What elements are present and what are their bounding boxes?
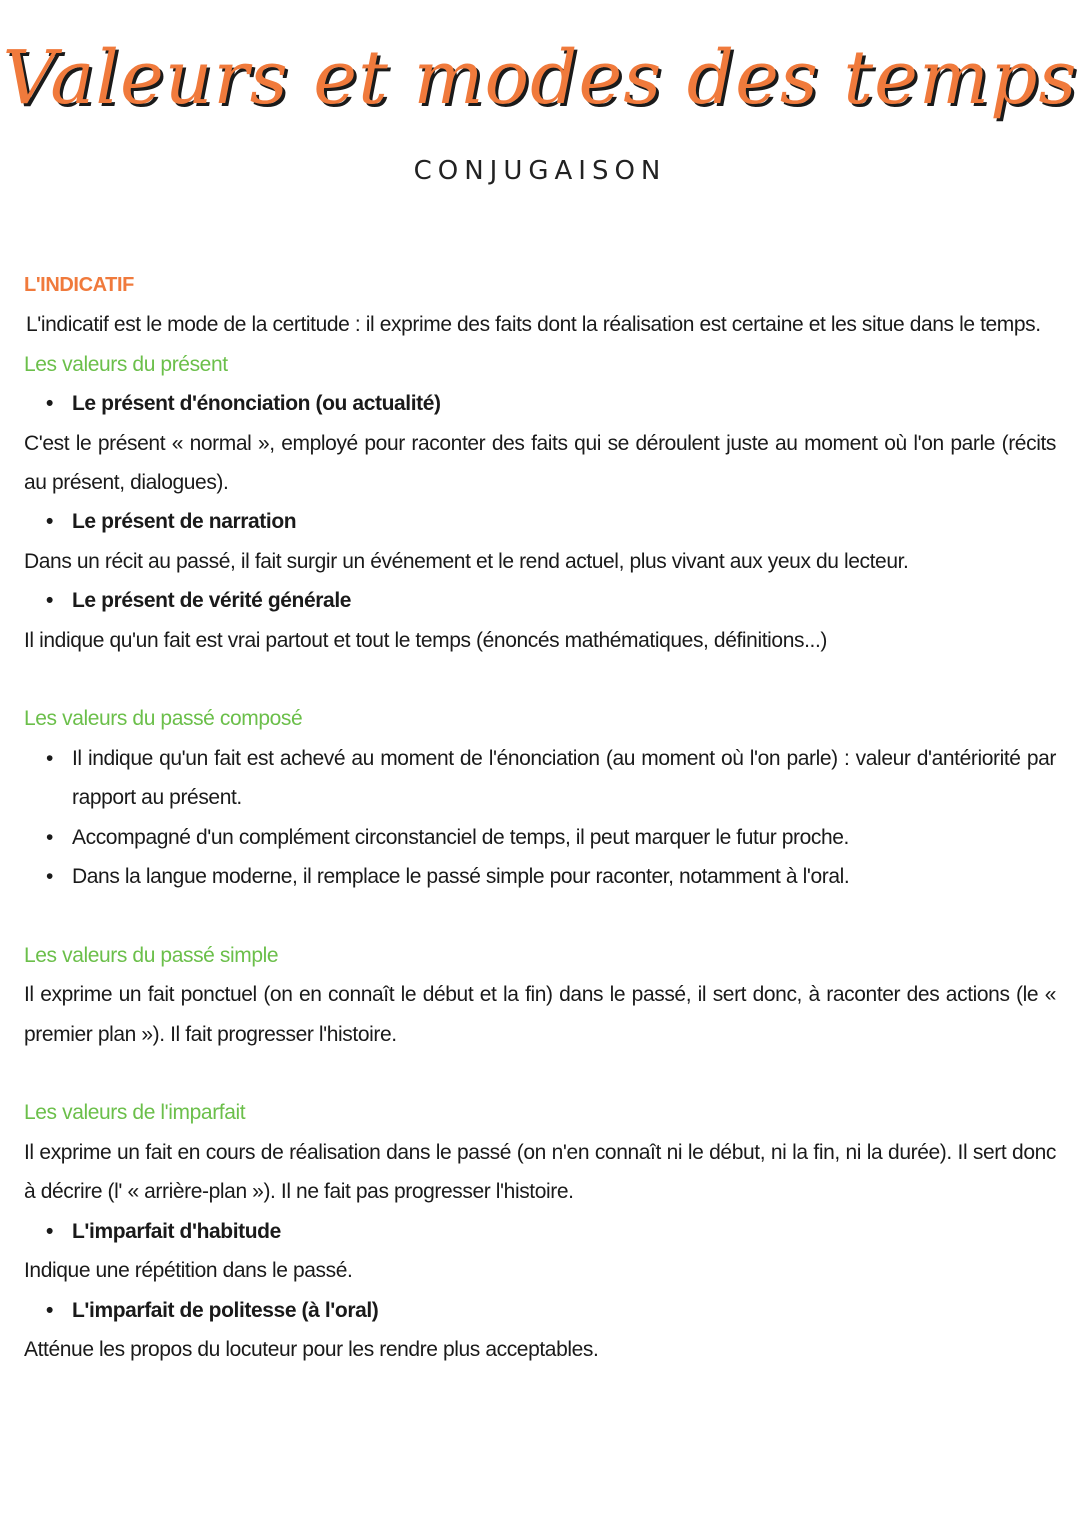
- section-heading-present: Les valeurs du présent: [24, 352, 228, 376]
- present-item-label: • Le présent d'énonciation (ou actualité): [24, 384, 1056, 423]
- imparfait-item-text: Indique une répétition dans le passé.: [24, 1259, 353, 1283]
- present-item-text: C'est le présent « normal », employé pour raconter des faits qui se déroulent juste au moment où l'on parle (récits au présent, dialogues).: [24, 431, 1056, 495]
- section-heading-imparfait: Les valeurs de l'imparfait: [24, 1101, 246, 1125]
- section-heading-passe-simple: Les valeurs du passé simple: [24, 943, 279, 967]
- page-subtitle: CONJUGAISON: [413, 156, 667, 186]
- section-heading-indicatif: L'INDICATIF: [24, 274, 134, 296]
- passe-compose-bullet: • Dans la langue moderne, il remplace le passé simple pour raconter, notamment à l'oral.: [24, 857, 1056, 896]
- present-item-text: Il indique qu'un fait est vrai partout et tout le temps (énoncés mathématiques, définitions...): [24, 628, 827, 652]
- present-item-label: • Le présent de vérité générale: [24, 581, 1056, 620]
- imparfait-item-label: • L'imparfait de politesse (à l'oral): [24, 1291, 1056, 1330]
- present-item-label: • Le présent de narration: [24, 502, 1056, 541]
- passe-simple-text: Il exprime un fait ponctuel (on en connaît le début et la fin) dans le passé, il sert donc, à raconter des actions (le « premier plan »). Il fait progresser l'histoire.: [24, 983, 1056, 1046]
- document-body: [24, 266, 1056, 1369]
- present-item-text: Dans un récit au passé, il fait surgir un événement et le rend actuel, plus vivant aux yeux du lecteur.: [24, 549, 909, 573]
- passe-compose-bullet: • Il indique qu'un fait est achevé au moment de l'énonciation (au moment où l'on parle) : valeur d'antériorité par rapport au présent.: [24, 739, 1056, 818]
- imparfait-text: Il exprime un fait en cours de réalisation dans le passé (on n'en connaît ni le début, ni la fin, ni la durée). Il sert donc à décrire (l' « arrière-plan »). Il ne fait pas progresser l'histoire.: [24, 1140, 1056, 1204]
- page-title: Valeurs et modes des temps: [2, 35, 1078, 121]
- section-heading-passe-compose: Les valeurs du passé composé: [24, 707, 303, 731]
- imparfait-item-label: • L'imparfait d'habitude: [24, 1212, 1056, 1251]
- imparfait-item-text: Atténue les propos du locuteur pour les rendre plus acceptables.: [24, 1337, 599, 1361]
- passe-compose-bullet: • Accompagné d'un complément circonstanciel de temps, il peut marquer le futur proche.: [24, 818, 1056, 857]
- indicatif-intro: L'indicatif est le mode de la certitude : il exprime des faits dont la réalisation est certaine et les situe dans le temps.: [26, 313, 1041, 337]
